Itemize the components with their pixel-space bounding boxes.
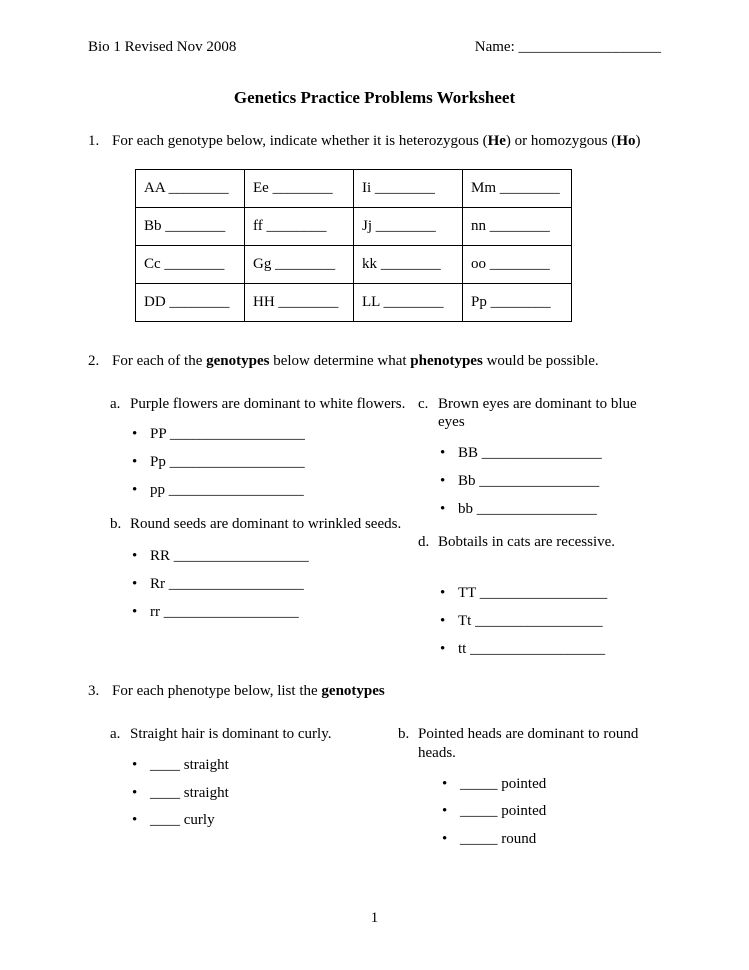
genotype-cell: Ii ________ xyxy=(354,169,463,207)
section-2b-letter: b. xyxy=(110,515,122,532)
bullet-icon: • xyxy=(442,775,448,792)
question-2-text-post: would be possible. xyxy=(482,352,599,369)
question-1-text xyxy=(112,132,661,151)
list-item xyxy=(440,444,648,463)
table-row xyxy=(136,245,572,283)
section-2b xyxy=(110,515,418,622)
section-3b xyxy=(398,725,648,849)
blank-line: ____ straight xyxy=(150,756,229,773)
section-3a-letter: a. xyxy=(110,726,121,742)
list-item xyxy=(440,500,648,519)
list-item xyxy=(132,603,418,622)
blank-line: _____ pointed xyxy=(460,803,547,820)
list-item xyxy=(132,481,418,500)
blank-line: RR __________________ xyxy=(150,548,309,565)
section-2c-body xyxy=(438,395,648,519)
question-2-bold-genotypes: genotypes xyxy=(206,352,270,369)
section-2b-bullets xyxy=(130,547,418,621)
blank-line: BB ________________ xyxy=(458,445,602,461)
genotype-cell: DD ________ xyxy=(136,283,245,321)
section-2a-letter: a. xyxy=(110,395,121,412)
page-number: 1 xyxy=(370,910,379,927)
question-3-text xyxy=(112,682,661,701)
q3-column-left xyxy=(110,725,398,849)
q3-column-right xyxy=(398,725,648,849)
bullet-icon: • xyxy=(440,585,446,601)
question-1-text-post: ) xyxy=(635,133,641,149)
blank-line: pp __________________ xyxy=(150,481,304,498)
question-2-text-pre: For each of the xyxy=(112,352,207,369)
bullet-icon: • xyxy=(440,640,446,657)
section-2d-bullets xyxy=(438,584,648,658)
blank-line: ____ straight xyxy=(150,784,229,801)
section-3b-bullets xyxy=(418,775,648,849)
list-item xyxy=(132,756,398,775)
q2-column-left xyxy=(110,395,418,659)
question-3 xyxy=(88,682,661,701)
section-2d-letter: d. xyxy=(418,534,430,551)
section-2c-bullets xyxy=(438,444,648,518)
blank-line: Bb ________________ xyxy=(458,472,600,489)
question-3-bold-genotypes: genotypes xyxy=(321,683,385,700)
question-3-text-pre: For each phenotype below, list the xyxy=(112,683,322,700)
bullet-icon: • xyxy=(132,812,138,829)
question-1-bold-he: He xyxy=(487,133,506,149)
genotype-cell: LL ________ xyxy=(354,283,463,321)
question-2-text xyxy=(112,352,661,371)
section-2b-body xyxy=(130,515,418,622)
question-1-text-pre: For each genotype below, indicate whether it is heterozygous ( xyxy=(112,133,488,149)
list-item xyxy=(132,784,398,803)
blank-line: Rr __________________ xyxy=(150,576,304,592)
genotype-table xyxy=(135,169,572,322)
bullet-icon: • xyxy=(132,756,138,773)
genotype-cell: Jj ________ xyxy=(354,207,463,245)
bullet-icon: • xyxy=(440,445,446,461)
section-2a-body xyxy=(130,395,418,500)
q2-column-right xyxy=(418,395,648,659)
list-item xyxy=(132,425,418,444)
list-item xyxy=(440,640,648,659)
list-item xyxy=(132,453,418,472)
genotype-cell: Mm ________ xyxy=(463,169,572,207)
genotype-cell: Gg ________ xyxy=(245,245,354,283)
blank-line: _____ pointed xyxy=(460,775,547,792)
table-row xyxy=(136,169,572,207)
bullet-icon: • xyxy=(440,500,446,517)
blank-line: Tt _________________ xyxy=(458,612,603,629)
page-title: Genetics Practice Problems Worksheet xyxy=(233,87,516,107)
bullet-icon: • xyxy=(132,454,138,470)
course-label: Bio 1 Revised Nov 2008 xyxy=(88,39,237,55)
section-2c-text: Brown eyes are dominant to blue eyes xyxy=(438,395,637,431)
list-item xyxy=(132,547,418,566)
question-3-columns xyxy=(88,725,661,849)
question-2-columns xyxy=(88,395,661,659)
genotype-cell: ff ________ xyxy=(245,207,354,245)
section-3b-letter: b. xyxy=(398,726,410,742)
list-item xyxy=(132,575,418,594)
bullet-icon: • xyxy=(132,603,138,620)
blank-line: TT _________________ xyxy=(458,585,608,601)
section-2a-bullets xyxy=(130,425,418,499)
genotype-cell: Ee ________ xyxy=(245,169,354,207)
list-item xyxy=(442,775,648,794)
list-item xyxy=(132,811,398,830)
bullet-icon: • xyxy=(440,612,446,629)
question-2-bold-phenotypes: phenotypes xyxy=(410,352,483,369)
list-item xyxy=(442,830,648,849)
bullet-icon: • xyxy=(132,481,138,498)
list-item xyxy=(440,584,648,603)
bullet-icon: • xyxy=(442,831,448,847)
blank-line: tt __________________ xyxy=(458,640,606,657)
genotype-cell: kk ________ xyxy=(354,245,463,283)
section-3a xyxy=(110,725,398,830)
list-item xyxy=(442,802,648,821)
section-2a-text: Purple flowers are dominant to white flowers. xyxy=(130,395,406,412)
bullet-icon: • xyxy=(132,784,138,801)
bullet-icon: • xyxy=(132,426,138,443)
genotype-cell: oo ________ xyxy=(463,245,572,283)
bullet-icon: • xyxy=(442,803,448,820)
question-1-text-mid: ) or homozygous ( xyxy=(505,133,617,149)
section-2c-letter: c. xyxy=(418,395,429,412)
bullet-icon: • xyxy=(132,576,138,592)
bullet-icon: • xyxy=(132,548,138,565)
name-field: Name: ___________________ xyxy=(474,39,661,55)
blank-line: rr __________________ xyxy=(150,603,299,620)
blank-line: Pp __________________ xyxy=(150,454,305,470)
genotype-cell: Pp ________ xyxy=(463,283,572,321)
question-1 xyxy=(88,132,661,151)
question-2-number: 2. xyxy=(88,352,100,369)
section-2d-text: Bobtails in cats are recessive. xyxy=(438,534,616,551)
blank-line: bb ________________ xyxy=(458,500,597,517)
blank-line: PP __________________ xyxy=(150,426,305,443)
question-2 xyxy=(88,352,661,371)
list-item xyxy=(440,472,648,491)
question-1-bold-ho: Ho xyxy=(616,133,636,149)
section-2b-text: Round seeds are dominant to wrinkled seeds. xyxy=(130,515,402,532)
section-3b-body xyxy=(418,725,648,849)
section-3a-body xyxy=(130,725,398,830)
bullet-icon: • xyxy=(440,472,446,489)
section-2a xyxy=(110,395,418,500)
section-2c xyxy=(418,395,648,519)
section-3a-text: Straight hair is dominant to curly. xyxy=(130,726,332,742)
section-3b-text: Pointed heads are dominant to round heads. xyxy=(418,726,639,761)
genotype-cell: AA ________ xyxy=(136,169,245,207)
table-row xyxy=(136,283,572,321)
blank-line: _____ round xyxy=(460,831,537,847)
question-1-number: 1. xyxy=(88,133,100,149)
genotype-cell: Bb ________ xyxy=(136,207,245,245)
section-2d-body xyxy=(438,533,648,658)
blank-line: ____ curly xyxy=(150,812,215,829)
question-2-text-mid: below determine what xyxy=(269,352,411,369)
table-row xyxy=(136,207,572,245)
section-2d xyxy=(418,533,648,658)
question-3-number: 3. xyxy=(88,683,100,700)
section-3a-bullets xyxy=(130,756,398,830)
header xyxy=(88,38,661,57)
genotype-cell: Cc ________ xyxy=(136,245,245,283)
genotype-cell: HH ________ xyxy=(245,283,354,321)
genotype-cell: nn ________ xyxy=(463,207,572,245)
list-item xyxy=(440,612,648,631)
